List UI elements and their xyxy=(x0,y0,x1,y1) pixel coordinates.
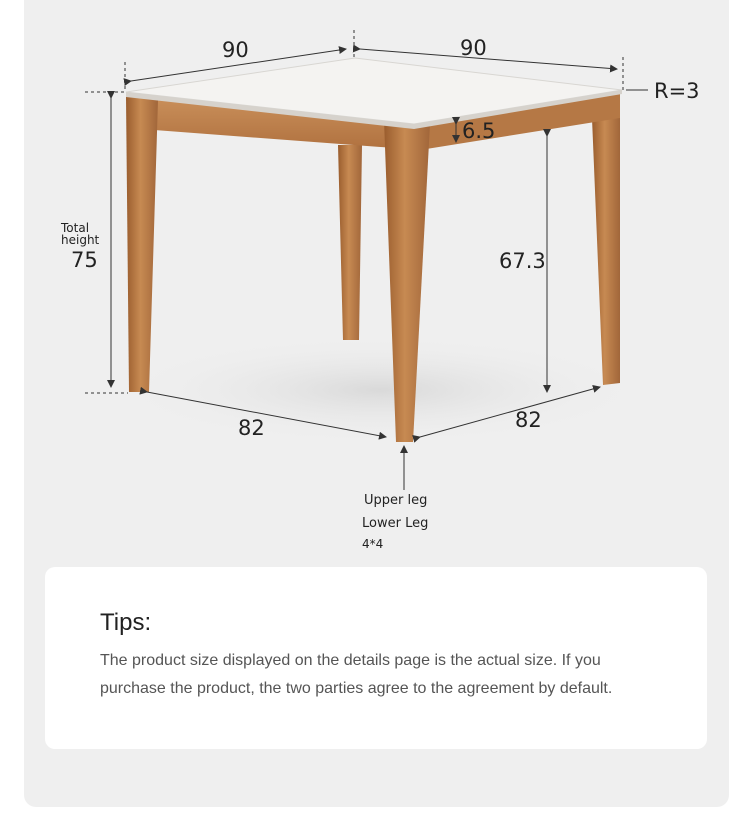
tips-body: The product size displayed on the details page is the actual size. If you purchase the product, the two parties agree to the agreement by default. xyxy=(100,652,613,697)
tips-card xyxy=(45,567,707,749)
leg-span-right-label: 82 xyxy=(515,408,542,432)
back-leg-right xyxy=(592,118,620,385)
back-leg-left xyxy=(338,145,362,340)
total-height-caption-2: height xyxy=(61,233,100,247)
width-left-label: 90 xyxy=(222,38,249,62)
tips-title: Tips: xyxy=(100,609,152,636)
width-right-label: 90 xyxy=(460,36,487,60)
apron-height-label: 6.5 xyxy=(462,119,496,143)
lower-leg-note: Lower Leg xyxy=(362,516,429,531)
clearance-height-label: 67.3 xyxy=(499,249,546,273)
front-leg-left xyxy=(126,96,158,392)
floor-shadow xyxy=(110,335,650,445)
total-height-label: 75 xyxy=(71,248,98,272)
leg-size-note: 4*4 xyxy=(362,537,384,551)
corner-radius-label: R=3 xyxy=(654,79,700,103)
total-height-caption-1: Total xyxy=(61,221,90,235)
upper-leg-note: Upper leg xyxy=(364,493,428,508)
leg-span-left-label: 82 xyxy=(238,416,265,440)
